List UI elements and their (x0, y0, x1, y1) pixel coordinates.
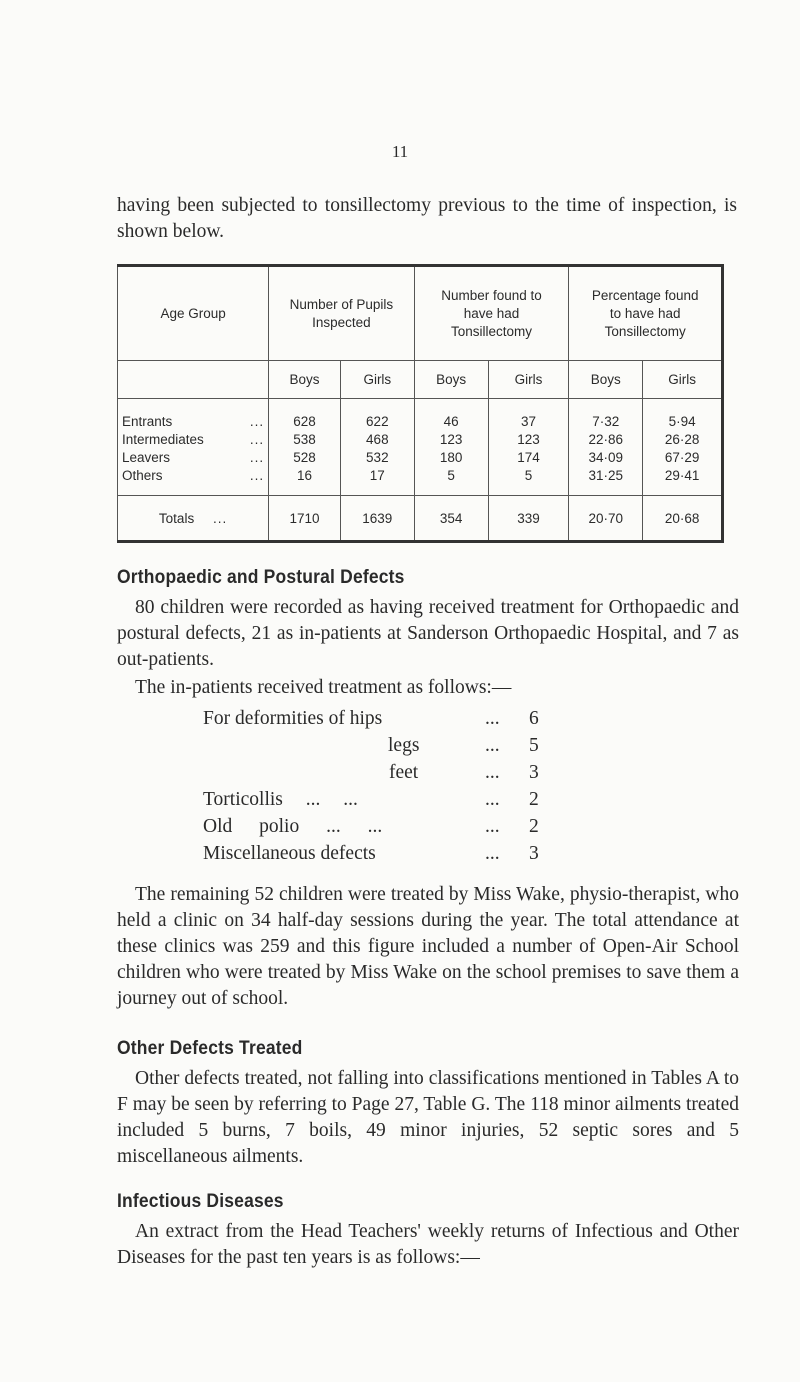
header-inspected: Number of Pupils Inspected (269, 266, 415, 361)
col-found-boys: 46 123 180 5 (414, 399, 488, 496)
col-percent-girls: 5·94 26·28 67·29 29·41 (643, 399, 723, 496)
page-number: 11 (391, 142, 409, 161)
header-found: Number found to have had Tonsillectomy (414, 266, 569, 361)
total-inspected-boys: 1710 (269, 496, 341, 542)
list-item: feet ... 3 (389, 762, 539, 783)
table-totals-row (118, 496, 723, 542)
table-body-row (118, 399, 723, 496)
col-inspected-boys: 628 538 528 16 (269, 399, 341, 496)
total-percent-girls: 20·68 (643, 496, 723, 542)
tonsillectomy-table (117, 264, 724, 543)
row-label-intermediates: Intermediates ... (122, 432, 265, 447)
physio-paragraph: The remaining 52 children were treated by Miss Wake, physio-therapist, who held a clinic on 34 half-day sessions during the year. The total attendance at these clinics was 259 and this figure included a number of Open-Air School children who were treated by Miss Wake on the school premises to save them a journey out of school. (117, 884, 739, 1009)
subheader-blank (118, 361, 269, 399)
col-inspected-girls: 622 468 532 17 (340, 399, 414, 496)
subheader-girls: Girls (340, 361, 414, 399)
total-percent-boys: 20·70 (569, 496, 643, 542)
infectious-heading: Infectious Diseases (117, 1191, 284, 1212)
intro-text: having been subjected to tonsillectomy previous to the time of inspection, is shown below. (117, 195, 737, 242)
row-label-others: Others ... (122, 468, 265, 483)
total-found-boys: 354 (414, 496, 488, 542)
row-labels (118, 399, 269, 496)
table-header-row (118, 266, 723, 361)
subheader-girls: Girls (643, 361, 723, 399)
list-item: For deformities of hips ... 6 (203, 708, 539, 729)
subheader-boys: Boys (569, 361, 643, 399)
table-subheader-row (118, 361, 723, 399)
subheader-boys: Boys (269, 361, 341, 399)
total-found-girls: 339 (488, 496, 569, 542)
orthopaedic-heading: Orthopaedic and Postural Defects (117, 567, 405, 588)
header-age-group: Age Group (118, 266, 269, 361)
other-defects-heading: Other Defects Treated (117, 1038, 303, 1059)
orthopaedic-paragraph: 80 children were recorded as having received treatment for Orthopaedic and postural defects, 21 as in-patients at Sanderson Orthopaedic Hospital, and 7 as out-patients. (117, 597, 739, 670)
totals-label: Totals ... (118, 496, 269, 542)
row-label-entrants: Entrants ... (122, 414, 265, 429)
total-inspected-girls: 1639 (340, 496, 414, 542)
col-found-girls: 37 123 174 5 (488, 399, 569, 496)
other-defects-paragraph: Other defects treated, not falling into classifications mentioned in Tables A to F may be seen by referring to Page 27, Table G. The 118 minor ailments treated included 5 burns, 7 boils, 49 minor injuries, 52 septic sores and 5 miscellaneous ailments. (117, 1068, 739, 1167)
inpatients-intro: The in-patients received treatment as follows:— (135, 677, 512, 698)
infectious-paragraph: An extract from the Head Teachers' weekly returns of Infectious and Other Diseases for the past ten years is as follows:— (117, 1221, 739, 1268)
col-percent-boys: 7·32 22·86 34·09 31·25 (569, 399, 643, 496)
subheader-boys: Boys (414, 361, 488, 399)
list-item: Miscellaneous defects ... 3 (203, 843, 539, 864)
subheader-girls: Girls (488, 361, 569, 399)
header-percentage: Percentage found to have had Tonsillectomy (569, 266, 723, 361)
list-item: legs ... 5 (388, 735, 539, 756)
treatment-list (203, 705, 563, 867)
list-item: Torticollis ... ... ... 2 (203, 789, 539, 810)
row-label-leavers: Leavers ... (122, 450, 265, 465)
list-item: Old polio ... ... ... 2 (203, 816, 539, 837)
